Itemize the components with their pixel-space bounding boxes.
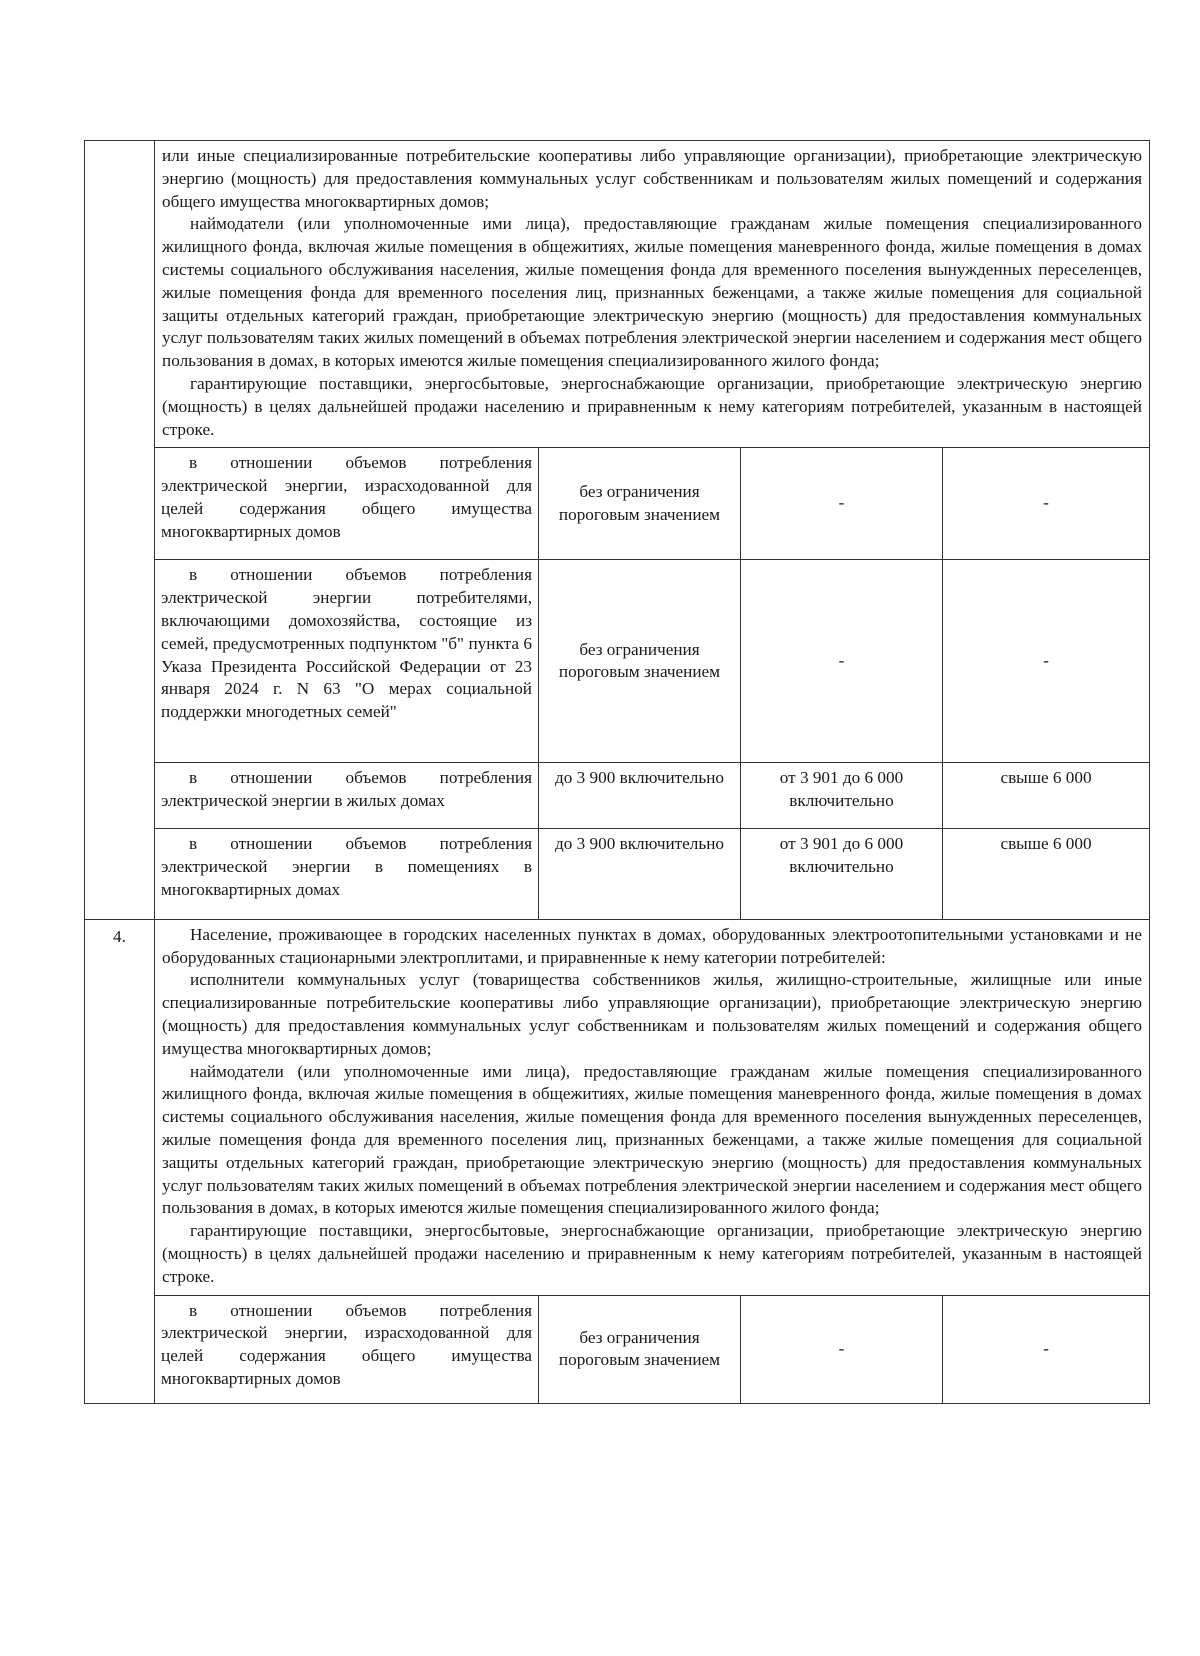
range-tier-2: от 3 901 до 6 000 включительно bbox=[741, 829, 943, 919]
volume-subtable bbox=[155, 447, 1149, 919]
range-tier-3: - bbox=[943, 448, 1150, 560]
range-tier-3: свыше 6 000 bbox=[943, 829, 1150, 919]
paragraph: гарантирующие поставщики, энергосбытовые, энергоснабжающие организации, приобретающие электрическую энергию (мощность) в целях дальнейшей продажи населению и приравненным к нему категориям потребителей, указанным в настоящей строке. bbox=[162, 373, 1142, 439]
subtable-row bbox=[155, 829, 1149, 919]
subtable-row bbox=[155, 448, 1149, 560]
row-number-cell bbox=[85, 919, 155, 1403]
consumer-category-text bbox=[155, 920, 1149, 1295]
subtable-row bbox=[155, 763, 1149, 829]
volume-subtable bbox=[155, 1295, 1149, 1404]
volume-description: в отношении объемов потребления электрической энергии в жилых домах bbox=[155, 763, 539, 829]
paragraph: наймодатели (или уполномоченные ими лица), предоставляющие гражданам жилые помещения специализированного жилищного фонда, включая жилые помещения в общежитиях, жилые помещения маневренного фонда, жилые помещения в домах системы социального обслуживания населения, жилые помещения фонда для временного поселения вынужденных переселенцев, жилые помещения фонда для временного поселения лиц, признанных беженцами, а также жилые помещения для социальной защиты отдельных категорий граждан, приобретающие электрическую энергию (мощность) для предоставления коммунальных услуг пользователям таких жилых помещений в объемах потребления электрической энергии населением и содержания мест общего пользования в домах, в которых имеются жилые помещения специализированного жилого фонда; bbox=[162, 214, 1142, 371]
row-number: 4. bbox=[113, 926, 126, 946]
paragraph: наймодатели (или уполномоченные ими лица), предоставляющие гражданам жилые помещения специализированного жилищного фонда, включая жилые помещения в общежитиях, жилые помещения маневренного фонда, жилые помещения в домах системы социального обслуживания населения, жилые помещения фонда для временного поселения вынужденных переселенцев, жилые помещения фонда для временного поселения лиц, признанных беженцами, а также жилые помещения для социальной защиты отдельных категорий граждан, приобретающие электрическую энергию (мощность) для предоставления коммунальных услуг пользователям таких жилых помещений в объемах потребления электрической энергии населением и содержания мест общего пользования в домах, в которых имеются жилые помещения специализированного жилого фонда; bbox=[162, 1061, 1142, 1218]
range-tier-3: - bbox=[943, 560, 1150, 763]
volume-description: в отношении объемов потребления электрической энергии в помещениях в многоквартирных домах bbox=[155, 829, 539, 919]
paragraph: исполнители коммунальных услуг (товарищества собственников жилья, жилищно-строительные, жилищные или иные специализированные потребительские кооперативы либо управляющие организации), приобретающие электрическую энергию (мощность) для предоставления коммунальных услуг собственникам и пользователям жилых помещений и содержания общего имущества многоквартирных домов; bbox=[162, 970, 1142, 1058]
range-tier-2: - bbox=[741, 560, 943, 763]
row-content-cell bbox=[155, 141, 1150, 920]
volume-description: в отношении объемов потребления электрической энергии, израсходованной для целей содержания общего имущества многоквартирных домов bbox=[155, 1295, 539, 1403]
range-tier-3: - bbox=[943, 1295, 1150, 1403]
range-tier-1: без ограничения пороговым значением bbox=[539, 448, 741, 560]
range-tier-1: до 3 900 включительно bbox=[539, 763, 741, 829]
subtable-row bbox=[155, 560, 1149, 763]
range-tier-1: без ограничения пороговым значением bbox=[539, 560, 741, 763]
range-tier-1: без ограничения пороговым значением bbox=[539, 1295, 741, 1403]
subtable-row bbox=[155, 1295, 1149, 1403]
row-content-cell bbox=[155, 919, 1150, 1403]
paragraph: Население, проживающее в городских населенных пунктах в домах, оборудованных электроотопительными установками и не оборудованных стационарными электроплитами, и приравненные к нему категории потребителей: bbox=[162, 924, 1142, 967]
range-tier-2: от 3 901 до 6 000 включительно bbox=[741, 763, 943, 829]
row-number-cell bbox=[85, 141, 155, 920]
table-row-4 bbox=[85, 919, 1150, 1403]
range-tier-1: до 3 900 включительно bbox=[539, 829, 741, 919]
volume-description: в отношении объемов потребления электрической энергии, израсходованной для целей содержания общего имущества многоквартирных домов bbox=[155, 448, 539, 560]
range-tier-2: - bbox=[741, 1295, 943, 1403]
volume-description: в отношении объемов потребления электрической энергии потребителями, включающими домохозяйства, состоящие из семей, предусмотренных подпунктом "б" пункта 6 Указа Президента Российской Федерации от 23 января 2024 г. N 63 "О мерах социальной поддержки многодетных семей" bbox=[155, 560, 539, 763]
range-tier-3: свыше 6 000 bbox=[943, 763, 1150, 829]
paragraph: или иные специализированные потребительские кооперативы либо управляющие организации), приобретающие электрическую энергию (мощность) для предоставления коммунальных услуг собственникам и пользователям жилых помещений и содержания общего имущества многоквартирных домов; bbox=[162, 146, 1142, 211]
range-tier-2: - bbox=[741, 448, 943, 560]
paragraph: гарантирующие поставщики, энергосбытовые, энергоснабжающие организации, приобретающие электрическую энергию (мощность) в целях дальнейшей продажи населению и приравненным к нему категориям потребителей, указанным в настоящей строке. bbox=[162, 1221, 1142, 1286]
table-row-continuation bbox=[85, 141, 1150, 920]
tariff-table bbox=[84, 140, 1150, 1404]
consumer-category-text bbox=[155, 141, 1149, 447]
